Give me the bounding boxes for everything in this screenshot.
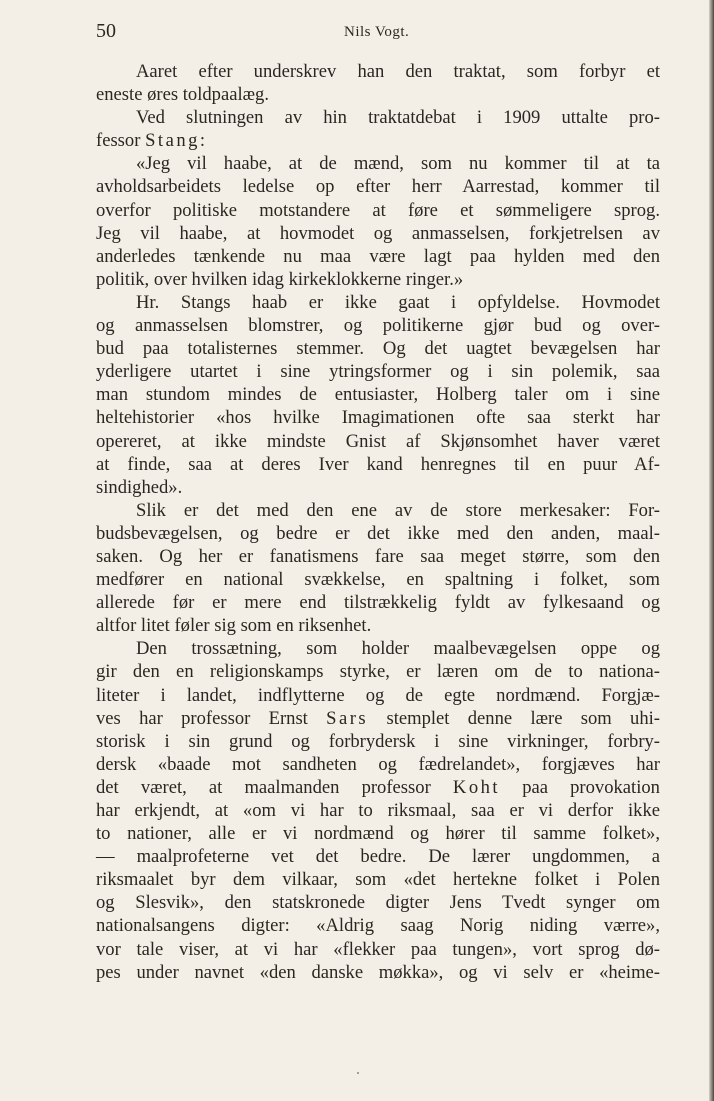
text-span: : [199,130,206,152]
text-line: heltehistorier «hos hvilke Imagimationen ofte saa sterkt har [96,407,660,429]
text-line: Jeg vil haabe, at hovmodet og anmasselsen, forkjetrelsen av [96,222,660,244]
text-line: yderligere utartet i sine ytringsformer og i sin polemik, saa [96,361,660,383]
page-header [96,20,658,48]
text-span: paa provokation [500,776,660,798]
page-edge [709,0,714,1101]
text-line: og Slesvik», den statskronede digter Jens Tvedt synger om [96,892,660,914]
text-line: budsbevægelsen, og bedre er det ikke med den anden, maal- [96,522,660,544]
text-line: pes under navnet «den danske møkka», og vi selv er «heime- [96,961,660,983]
text-line [96,776,660,799]
paper-speck [357,1072,359,1074]
text-line: liteter i landet, indflytterne og de egte nordmænd. Forgjæ- [96,684,660,706]
text-line: politik, over hvilken idag kirkeklokkerne ringer.» [96,268,464,290]
text-line: og anmasselsen blomstrer, og politikerne gjør bud og over- [96,315,660,337]
text-line: «Jeg vil haabe, at de mænd, som nu kommer til at ta [136,153,660,175]
text-line: vor tale viser, at vi har «flekker paa tungen», vort sprog dø- [96,938,660,960]
text-line: har erkjendt, at «om vi har to riksmaal, saa er vi derfor ikke [96,800,660,821]
page-number: 50 [96,20,116,42]
text-line: Slik er det med den ene av de store merkesaker: For- [136,499,660,521]
spaced-name-koht: Koht [452,776,501,798]
text-line: allerede før er mere end tilstrækkelig fyldt av fylkesaand og [96,592,660,614]
text-span: ves har professor Ernst [96,707,327,729]
text-line: overfor politiske motstandere at føre et sømmeligere sprog. [96,199,660,221]
text-line: gir den en religionskamps styrke, er læren om de to nationa- [96,661,660,683]
text-span: det været, at maalmanden professor [96,776,453,798]
text-line: dersk «baade mot sandheten og fædrelandet», forgjæves har [96,753,660,775]
text-line: man stundom mindes de entusiaster, Holberg taler om i sine [96,384,660,406]
running-head: Nils Vogt. [344,24,410,40]
text-line: nationalsangens digter: «Aldrig saag Norig niding værre», [96,915,660,937]
text-line: anderledes tænkende nu maa være lagt paa hylden med den [96,245,660,267]
text-line: eneste øres toldpaalæg. [96,84,269,106]
text-line: saken. Og her er fanatismens fare saa meget større, som den [96,545,660,567]
text-line [96,129,660,152]
text-line: bud paa totalisternes stemmer. Og det uagtet bevægelsen har [96,338,660,360]
text-line: Ved slutningen av hin traktatdebat i 1909 uttalte pro- [136,107,660,129]
text-line: avholdsarbeidets ledelse op efter herr Aarrestad, kommer til [96,176,660,198]
text-line: storisk i sin grund og forbrydersk i sine virkninger, forbry- [96,730,660,752]
text-line: at finde, saa at deres Iver kand henregnes til en puur Af- [96,453,660,475]
text-line: medfører en national svækkelse, en spaltning i folket, som [96,569,660,591]
text-line [96,707,660,730]
text-line: riksmaalet byr dem vilkaar, som «det hertekne folket i Polen [96,869,660,891]
spaced-name-sars: Sars [326,707,369,729]
text-line: — maalprofeterne vet det bedre. De lærer ungdommen, a [96,846,660,868]
text-line: Den trossætning, som holder maalbevægelsen oppe og [136,638,660,660]
body-text [96,60,660,984]
text-line: sindighed». [96,476,183,498]
spaced-name-stang: Stang [145,130,200,152]
text-line: to nationer, alle er vi nordmænd og hører til samme folket», [96,823,660,845]
text-line: Hr. Stangs haab er ikke gaat i opfyldelse. Hovmodet [136,291,660,313]
text-span: fessor [96,130,146,152]
text-line: altfor litet føler sig som en riksenhet. [96,615,372,637]
text-line: opereret, at ikke mindste Gnist af Skjønsomhet haver været [96,430,660,452]
text-line: Aaret efter underskrev han den traktat, som forbyr et [136,61,660,82]
text-span: stemplet denne lære som uhi- [368,707,660,729]
